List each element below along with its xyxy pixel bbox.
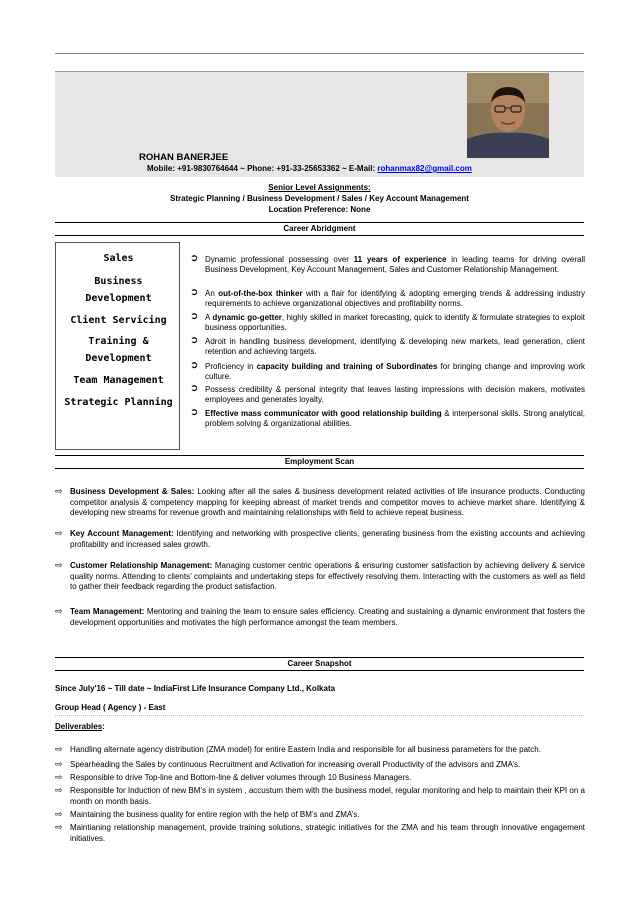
contact-line: [147, 164, 472, 173]
assignments-roles: Strategic Planning / Business Development / Sales / Key Account Management: [170, 194, 469, 203]
skill-development: Development: [85, 293, 152, 304]
deliverable-item: ⇨ Spearheading the Sales by continuous Recruitment and Activation for increasing overall Productivity of the advisors and ZMA’s.: [55, 759, 521, 769]
curved-arrow-icon: ➲: [190, 360, 199, 371]
abridgment-point: ➲ Proficiency in capacity building and training of Subordinates for bringing change and improving work culture.: [190, 360, 585, 381]
abridgment-point: ➲ Dynamic professional possessing over 11 years of experience in leading teams for driving overall Business Development, Key Account Management, Sales and Customer Relationship Management.: [190, 253, 586, 274]
curved-arrow-icon: ➲: [190, 253, 199, 264]
curved-arrow-icon: ➲: [190, 407, 199, 418]
outline-arrow-icon: ⇨: [55, 822, 63, 832]
profile-photo: [467, 73, 549, 158]
skill-sales: Sales: [103, 253, 134, 264]
employment-item: ⇨ Team Management: Mentoring and training the team to ensure sales efficiency. Creating and sustaining a dynamic environment that fosters the development opportunities and motivates the high performance amongst the team members.: [55, 606, 586, 627]
outline-arrow-icon: ⇨: [55, 772, 63, 782]
location-preference: Location Preference: None: [268, 205, 371, 214]
abridgment-point: ➲ An out-of-the-box thinker with a flair for identifying & adopting emerging trends & addressing industry requirements to achieve organizational objectives and profitability norms.: [190, 287, 585, 308]
deliverable-item: ⇨ Maintianing relationship management, provide training solutions, strategic initiatives for the ZMA and his team through innovative engagement initiatives.: [55, 822, 585, 843]
outline-arrow-icon: ⇨: [55, 809, 63, 819]
abridgment-point: ➲ Effective mass communicator with good relationship building & interpersonal skills. Strong analytical, problem solving & organizational abilities.: [190, 407, 585, 428]
deliverables-heading: Deliverables:: [55, 722, 105, 731]
skill-team-management: Team Management: [73, 375, 164, 386]
curved-arrow-icon: ➲: [190, 335, 199, 346]
candidate-name: ROHAN BANERJEE: [139, 152, 229, 163]
outline-arrow-icon: ⇨: [55, 744, 63, 754]
career-snapshot-title: Career Snapshot: [55, 657, 584, 671]
assignments-heading-text: Senior Level Assignments:: [268, 183, 371, 192]
outline-arrow-icon: ⇨: [55, 759, 63, 769]
curved-arrow-icon: ➲: [190, 383, 199, 394]
employment-item: ⇨ Key Account Management: Identifying and networking with prospective clients, generating business from the existing accounts and achieving profitability and increased sales growth.: [55, 528, 585, 549]
top-divider: [55, 53, 584, 54]
skill-client-servicing: Client Servicing: [70, 315, 167, 326]
skill-strategic-planning: Strategic Planning: [64, 397, 173, 408]
deliverable-item: ⇨ Maintaining the business quality for entire region with the help of BM’s and ZMA’s.: [55, 809, 360, 819]
contact-details: Mobile: +91-9830764644 ~ Phone: +91-33-25653362 ~ E-Mail:: [147, 164, 378, 173]
employment-scan-title: Employment Scan: [55, 455, 584, 469]
abridgment-point: ➲ Adroit in handling business development, identifying & developing new markets, lead generation, client retention and achieving targets.: [190, 335, 585, 356]
skill-business: Business: [94, 276, 143, 287]
employment-item: ⇨ Business Development & Sales: Looking after all the sales & business development related activities of life insurance products. Conducting competitor analysis & competency mapping for keeping abreast of market trends and competitor moves to achieve market share. Identifying & developing new streams for revenue growth and maintaining relationships with field to achieve repeat business.: [55, 486, 585, 517]
abridgment-point: ➲ A dynamic go-getter, highly skilled in market forecasting, quick to identify & formulate strategies to exploit business opportunities.: [190, 311, 586, 332]
skill-development-2: Development: [85, 353, 152, 364]
curved-arrow-icon: ➲: [190, 287, 199, 298]
position-line: Group Head ( Agency ) - East: [55, 703, 166, 712]
dotted-divider: [55, 715, 584, 716]
skills-box: [55, 242, 180, 450]
assignments-heading: [55, 183, 584, 192]
skill-training: Training &: [88, 336, 149, 347]
outline-arrow-icon: ⇨: [55, 785, 63, 795]
employment-item: ⇨ Customer Relationship Management: Managing customer centric operations & ensuring customer satisfaction by achieving delivery & service quality norms. Attending to clients’ complaints and undertaking steps for effectively resolving them. Interacting with the customers as well as field to gather their feedback regarding the product satisfaction.: [55, 560, 585, 591]
deliverable-item: ⇨ Handling alternate agency distribution (ZMA model) for entire Eastern India and responsible for all business parameters for the patch.: [55, 744, 541, 754]
abridgment-point: ➲ Possess credibility & personal integrity that leaves lasting impressions with decision makers, motivates employees and generates loyalty.: [190, 383, 585, 404]
deliverable-item: ⇨ Responsible for Induction of new BM’s in system , accustum them with the business model, regular monitoring and help to maintain their KPI on a month on month basis.: [55, 785, 585, 806]
tenure-line: Since July'16 ~ Till date ~ IndiaFirst Life Insurance Company Ltd., Kolkata: [55, 684, 336, 693]
outline-arrow-icon: ⇨: [55, 528, 63, 538]
curved-arrow-icon: ➲: [190, 311, 199, 322]
career-abridgment-title: Career Abridgment: [55, 222, 584, 236]
email-link[interactable]: rohanmax82@gmail.com: [377, 164, 472, 173]
outline-arrow-icon: ⇨: [55, 486, 63, 496]
deliverable-item: ⇨ Responsible to drive Top-line and Bottom-line & deliver volumes through 10 Business Managers.: [55, 772, 412, 782]
outline-arrow-icon: ⇨: [55, 606, 63, 616]
outline-arrow-icon: ⇨: [55, 560, 63, 570]
